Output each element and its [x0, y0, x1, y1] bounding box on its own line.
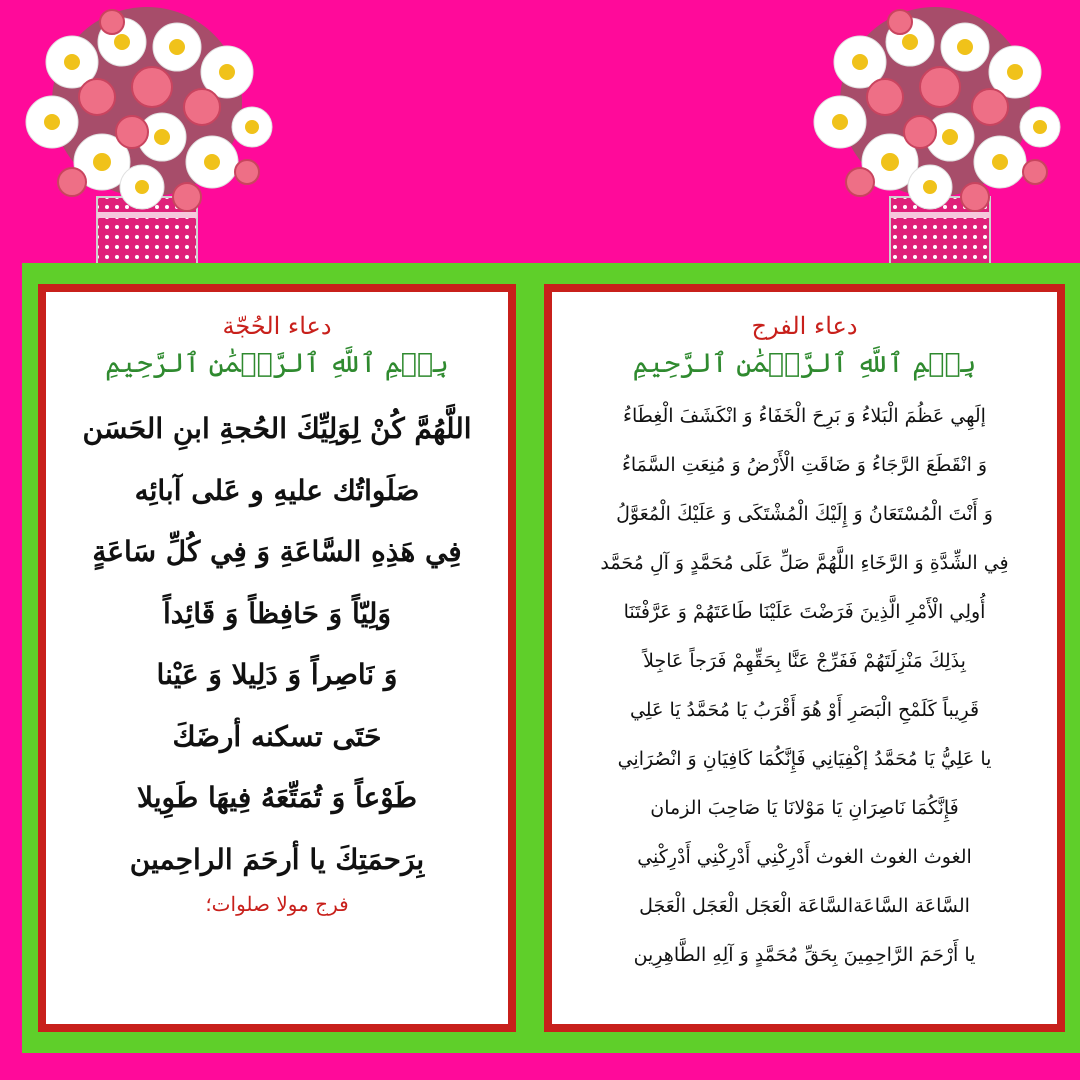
prayer-line: اللَّهُمَّ كُنْ لِوَلِيِّكَ الحُجةِ ابنِ الحَسَن: [82, 412, 472, 445]
basmala: بِسۡمِ ٱللَّهِ ٱلرَّحۡمَٰنِ ٱلرَّحِيمِ: [105, 348, 449, 379]
prayer-text: [600, 392, 1008, 980]
panel-dua-faraj-body: [552, 292, 1057, 1024]
prayer-line: بِذَلِكَ مَنْزِلَتَهُمْ فَفَرِّجْ عَنَّا بِحَقِّهِمْ فَرَجاً عَاجِلاً: [643, 650, 966, 672]
prayer-line: السَّاعَة السَّاعَةالسَّاعَة الْعَجَل الْعَجَل الْعَجَل: [639, 895, 970, 917]
panel-dua-faraj: [544, 284, 1065, 1032]
footer-note: فرج مولا صلوات؛: [205, 892, 349, 916]
flower-bouquet-icon: [12, 2, 282, 272]
prayer-line: وَ أَنْتَ الْمُسْتَعَانُ وَ إِلَيْكَ الْمُشْتَكَى وَ عَلَيْكَ الْمُعَوَّلُ: [616, 503, 993, 525]
prayer-line: يا عَلِيُّ يَا مُحَمَّدُ إكْفِيَانِي فَإِنَّكُمَا كَافِيَانِ وَ انْصُرَانِي: [617, 748, 992, 770]
prayer-text: [82, 398, 471, 890]
panel-title: دعاء الفرج: [751, 312, 858, 340]
prayer-line: يا أَرْحَمَ الرَّاحِمِينَ بِحَقِّ مُحَمَّدٍ وَ آلِهِ الطَّاهِرِين: [633, 944, 976, 966]
prayer-line: بِرَحمَتِكَ يا أرحَمَ الراحِمين: [129, 842, 425, 876]
panel-dua-hujjah: [38, 284, 516, 1032]
prayer-line: قَرِيباً كَلَمْحِ الْبَصَرِ أَوْ هُوَ أَقْرَبُ يَا مُحَمَّدُ يَا عَلِي: [629, 699, 980, 721]
prayer-line: الغوث الغوث الغوث أَدْرِكْنِي أَدْرِكْنِي أَدْرِكْنِي: [637, 846, 972, 868]
prayer-line: وَ انْقَطَعَ الرَّجَاءُ وَ ضَاقَتِ الْأَرْضُ وَ مُنِعَتِ السَّمَاءُ: [621, 454, 988, 476]
prayer-line: وَ نَاصِراً وَ دَلِيلا وَ عَيْنا: [156, 658, 398, 691]
prayer-line: فَإِنَّكُمَا نَاصِرَانِ يَا مَوْلانَا يَا صَاحِبَ الزمان: [650, 797, 959, 819]
panel-dua-hujjah-body: [46, 292, 508, 1024]
prayer-line: صَلَواتُك عليهِ و عَلى آبائِه: [134, 473, 420, 507]
basmala: بِسۡمِ ٱللَّهِ ٱلرَّحۡمَٰنِ ٱلرَّحِيمِ: [632, 348, 977, 379]
prayer-line: أُولِي الْأَمْرِ الَّذِينَ فَرَضْتَ عَلَيْنَا طَاعَتَهُمْ وَ عَرَّفْتَنَا: [623, 601, 986, 623]
prayer-line: حَتَى تسكنه أرضَكَ: [172, 719, 382, 753]
prayer-line: إلَهِي عَظُمَ الْبَلاءُ وَ بَرِحَ الْخَفَاءُ وَ انْكَشَفَ الْغِطَاءُ: [623, 405, 986, 427]
panel-title: دعاء الحُجّة: [222, 312, 332, 340]
prayer-line: وَلِيّاً وَ حَافِظاً وَ قَائِداً: [163, 596, 391, 630]
prayer-line: فِي هَذِهِ السَّاعَةِ وَ فِي كُلِّ سَاعَةٍ: [92, 535, 462, 568]
prayer-line: طَوْعاً وَ تُمَتِّعَهُ فِيهَا طَوِيلا: [137, 781, 417, 814]
prayer-line: فِي الشِّدَّةِ وَ الرَّخَاءِ اللَّهُمَّ صَلِّ عَلَى مُحَمَّدٍ وَ آلِ مُحَمَّد: [600, 552, 1009, 574]
flower-bouquet-icon: [800, 2, 1070, 272]
